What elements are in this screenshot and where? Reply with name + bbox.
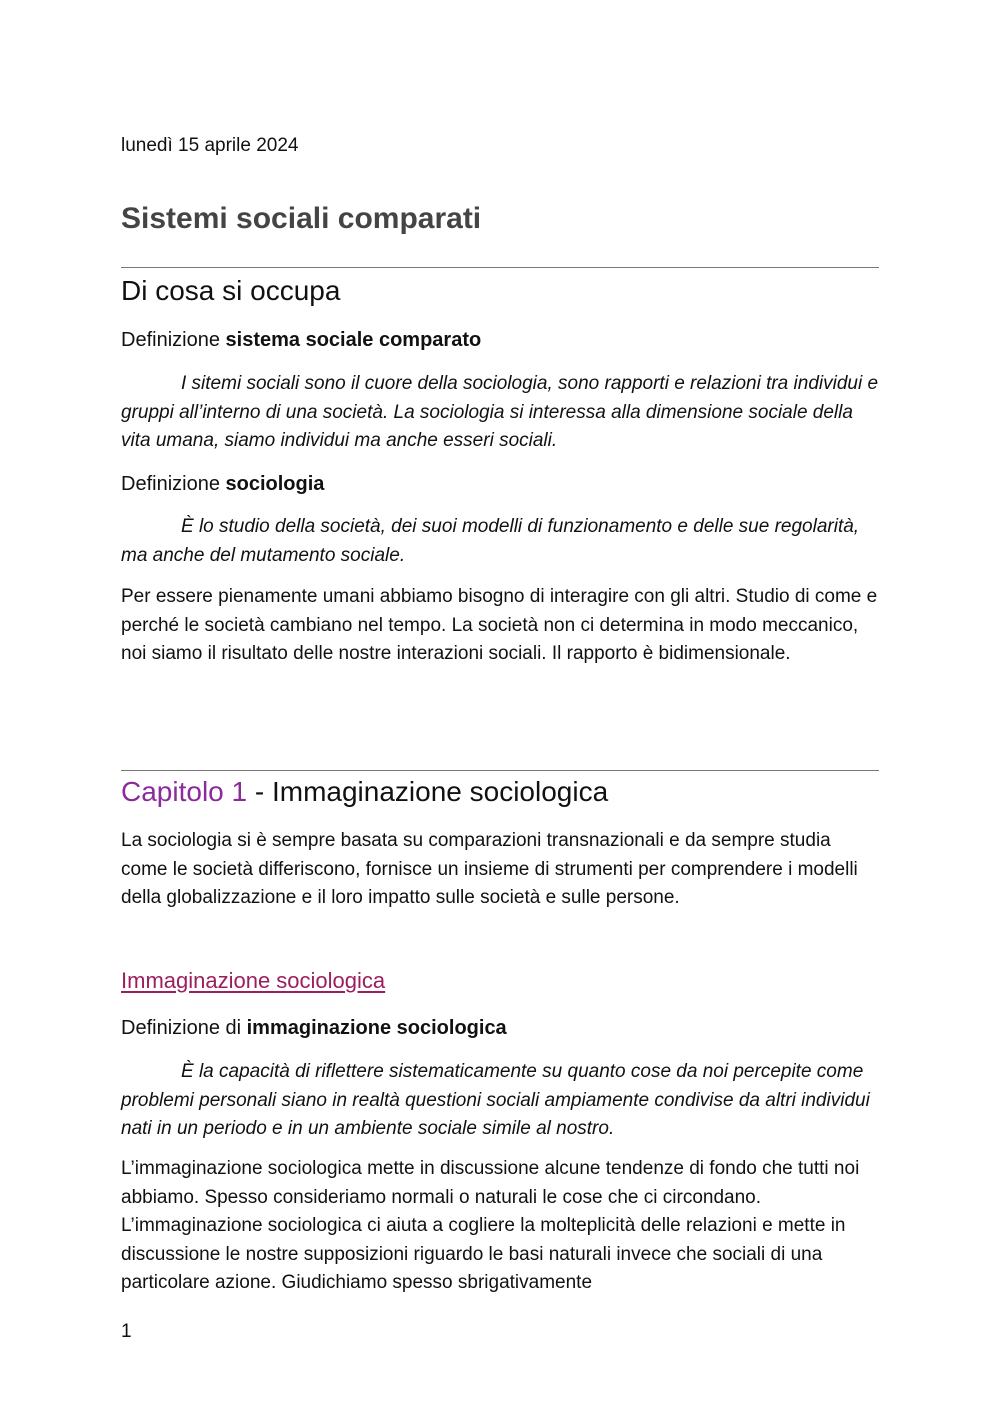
definition-term: immaginazione sociologica: [246, 1017, 507, 1039]
definition-prefix: Definizione: [121, 473, 226, 495]
chapter-title: Immaginazione sociologica: [271, 776, 609, 807]
body-paragraph: L’immaginazione sociologica mette in discussione alcune tendenze di fondo che tutti noi abbiamo. Spesso consideriamo normali o naturali le cose che ci circondano. L’immaginazione sociologica ci aiuta a cogliere la molteplicità delle relazioni e mette in discussione le nostre supposizioni riguardo le basi naturali invece che sociali di una particolare azione. Giudichiamo spesso sbrigativamente: [121, 1158, 860, 1293]
definition-quote: È la capacità di riflettere sistematicamente su quanto cose da noi percepite come problemi personali siano in realtà questioni sociali ampiamente condivise da altri individui nati in un periodo e in un ambiente sociale simile al nostro.: [121, 1061, 870, 1139]
document-date: lunedì 15 aprile 2024: [121, 135, 299, 156]
body-paragraph: Per essere pienamente umani abbiamo bisogno di interagire con gli altri. Studio di come e perché le società cambiano nel tempo. La società non ci determina in modo meccanico, noi siamo il risultato delle nostre interazioni sociali. Il rapporto è bidimensionale.: [121, 586, 878, 664]
page-number: 1: [121, 1321, 132, 1342]
definition-term: sociologia: [225, 473, 325, 495]
chapter-label: Capitolo 1: [121, 776, 248, 807]
definition-quote: I sitemi sociali sono il cuore della sociologia, sono rapporti e relazioni tra individui e gruppi all’interno di una società. La sociologia si interessa alla dimensione sociale della vita umana, siamo individui ma anche esseri sociali.: [121, 373, 879, 451]
definition-term: sistema sociale comparato: [225, 329, 482, 351]
definition-label: [121, 327, 481, 353]
definition-prefix: Definizione di: [121, 1017, 247, 1039]
chapter-divider: [121, 770, 879, 771]
chapter-separator: -: [247, 776, 272, 807]
chapter-heading: [121, 775, 608, 809]
definition-label: [121, 471, 324, 497]
section-divider: [121, 267, 879, 268]
body-paragraph: La sociologia si è sempre basata su comparazioni transnazionali e da sempre studia come le società differiscono, fornisce un insieme di strumenti per comprendere i modelli della globalizzazione e il loro impatto sulle società e sulle persone.: [121, 830, 858, 908]
document-title: Sistemi sociali comparati: [121, 202, 482, 235]
section-heading: Di cosa si occupa: [121, 275, 341, 306]
subsection-heading: Immaginazione sociologica: [121, 968, 386, 993]
definition-quote: È lo studio della società, dei suoi modelli di funzionamento e delle sue regolarità, ma anche del mutamento sociale.: [121, 516, 860, 566]
definition-label: [121, 1015, 507, 1041]
definition-prefix: Definizione: [121, 329, 226, 351]
